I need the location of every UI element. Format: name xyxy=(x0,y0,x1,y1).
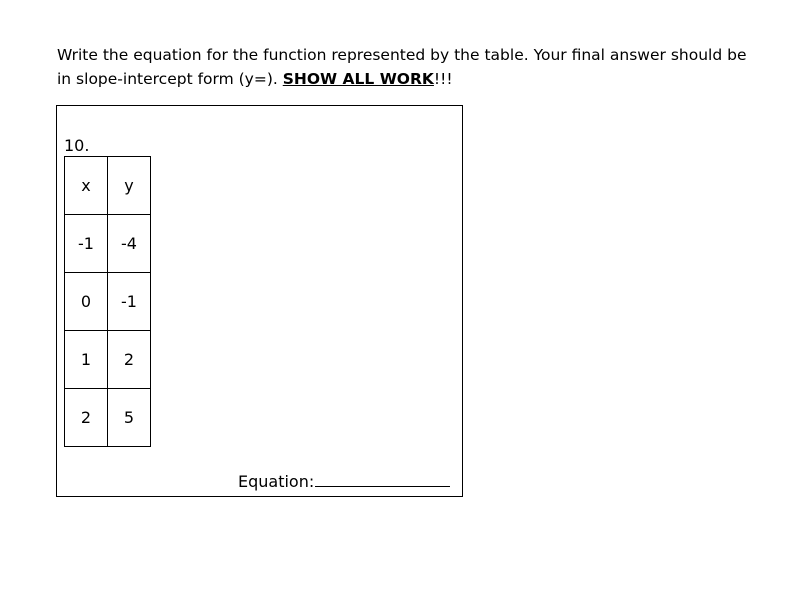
table-row xyxy=(65,389,151,447)
cell-x: 1 xyxy=(65,331,108,389)
instructions-line-2: in slope-intercept form (y=). xyxy=(57,70,283,88)
equation-answer xyxy=(238,470,450,491)
problem-box xyxy=(56,105,463,497)
problem-number: 10. xyxy=(64,136,90,155)
xy-table xyxy=(64,156,151,447)
table-row xyxy=(65,215,151,273)
cell-y: 5 xyxy=(108,389,151,447)
instructions xyxy=(57,43,777,91)
instructions-line-1: Write the equation for the function represented by the table. Your final answer should be xyxy=(57,46,747,64)
table-header-row xyxy=(65,157,151,215)
header-x: x xyxy=(65,157,108,215)
exclamation-suffix: !!! xyxy=(433,70,453,88)
cell-x: 0 xyxy=(65,273,108,331)
cell-x: 2 xyxy=(65,389,108,447)
cell-y: 2 xyxy=(108,331,151,389)
header-y: y xyxy=(108,157,151,215)
equation-answer-line[interactable] xyxy=(315,470,450,487)
cell-y: -1 xyxy=(108,273,151,331)
equation-label: Equation: xyxy=(238,472,315,491)
cell-x: -1 xyxy=(65,215,108,273)
table-row xyxy=(65,273,151,331)
table-row xyxy=(65,331,151,389)
show-all-work: SHOW ALL WORK xyxy=(282,70,434,88)
cell-y: -4 xyxy=(108,215,151,273)
